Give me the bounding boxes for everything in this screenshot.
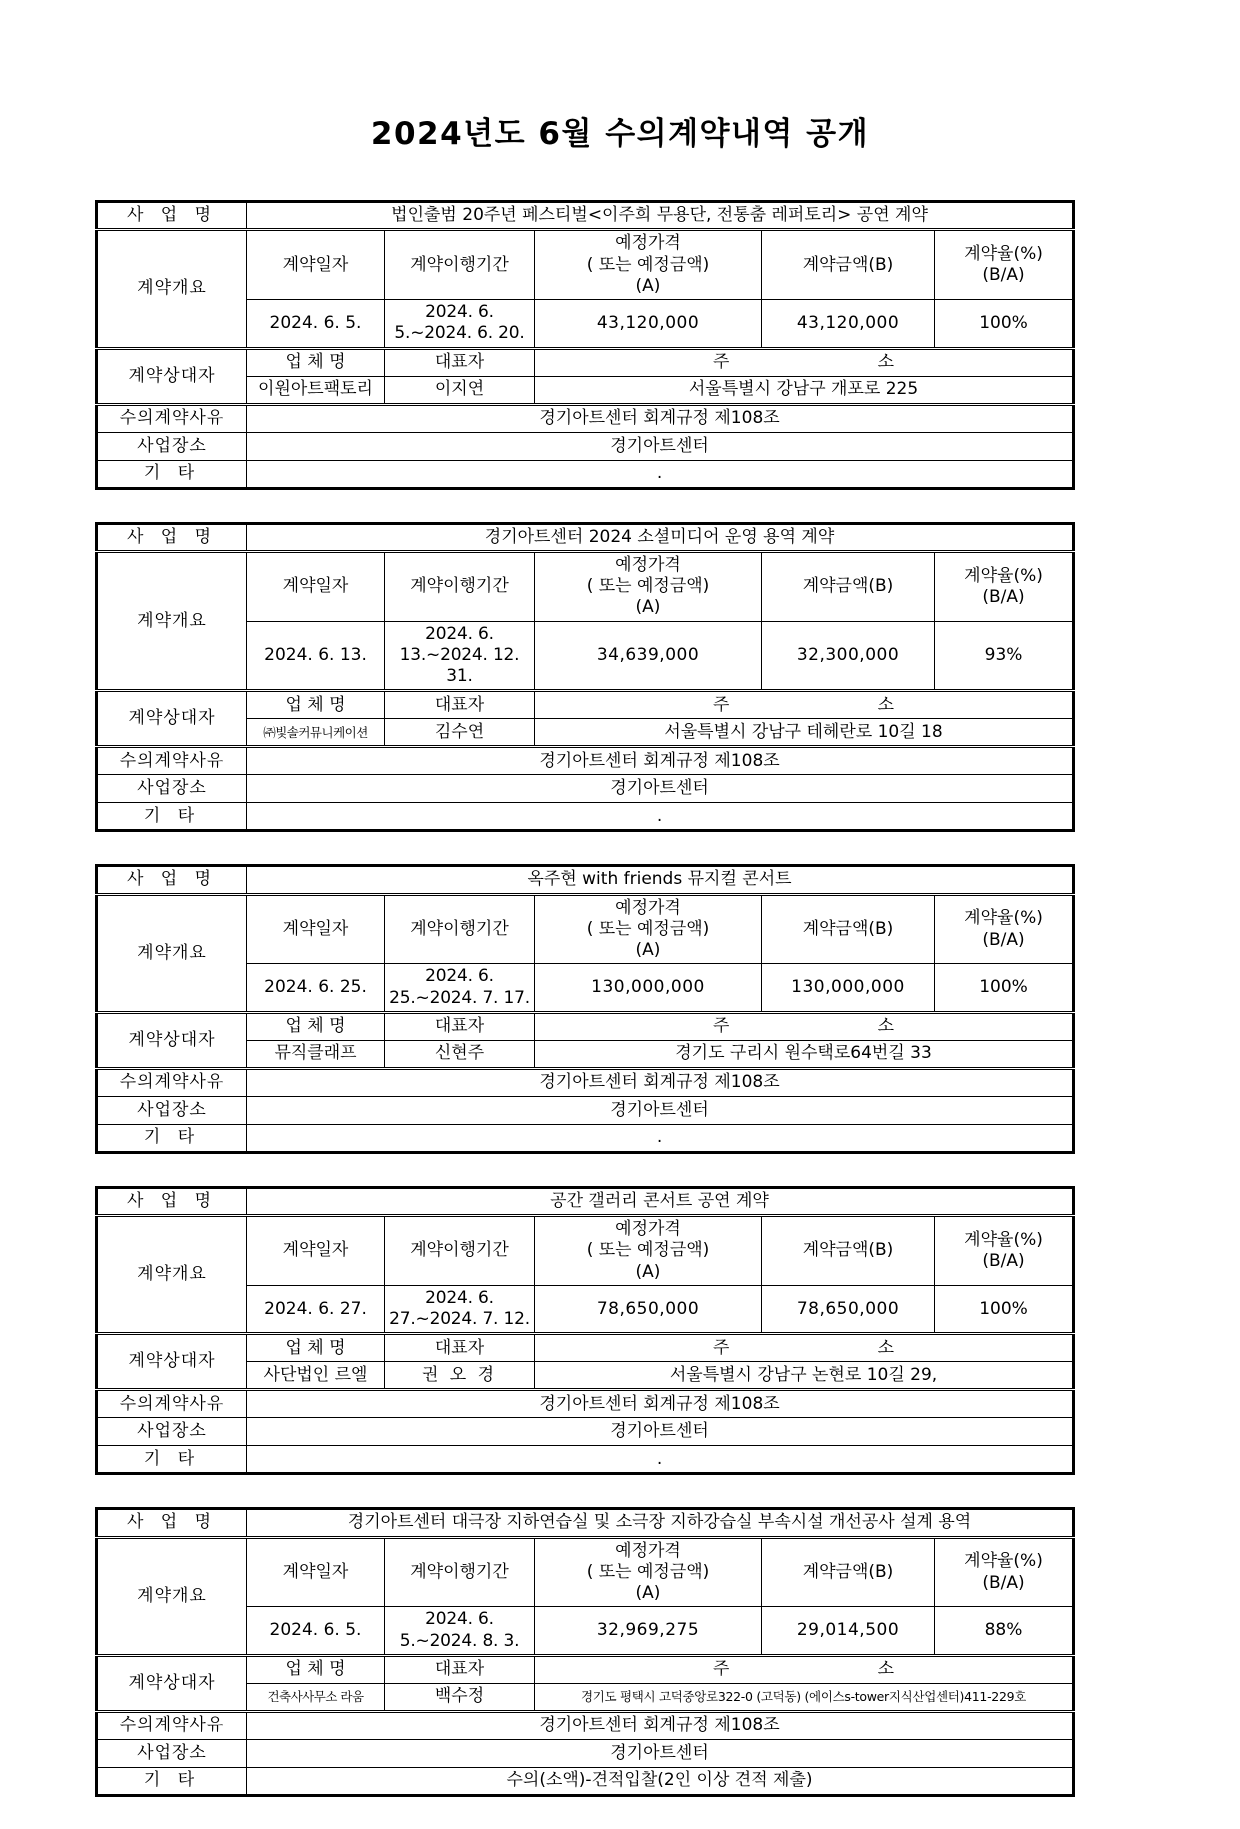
contract-rate-line1: 계약율(%) (964, 244, 1043, 265)
place-value: 경기아트센터 (247, 1096, 1074, 1124)
contract-amount-value: 43,120,000 (762, 300, 935, 349)
row-label-contract-overview: 계약개요 (97, 230, 247, 348)
col-header-address (535, 1334, 1074, 1362)
etc-value: . (247, 1124, 1074, 1152)
col-header-representative: 대표자 (385, 348, 535, 376)
col-header-contract-date: 계약일자 (247, 1216, 385, 1286)
col-header-estimated-price (535, 551, 762, 621)
representative-value: 김수연 (385, 719, 535, 747)
table-row-reason (97, 404, 1074, 432)
col-header-address (535, 348, 1074, 376)
estimated-price-line2: ( 또는 예정금액) (586, 918, 710, 939)
contract-rate-value: 100% (935, 300, 1074, 349)
address-label-ju: 주 (712, 1337, 730, 1358)
table-row-overview-header (97, 894, 1074, 964)
contract-date-value: 2024. 6. 5. (247, 1607, 385, 1656)
contract-rate-line1: 계약율(%) (964, 1551, 1043, 1572)
row-label-contract-overview: 계약개요 (97, 1537, 247, 1655)
reason-value: 경기아트센터 회계규정 제108조 (247, 747, 1074, 775)
table-row-project-name (97, 1509, 1074, 1537)
table-row-reason (97, 747, 1074, 775)
address-label-so: 소 (877, 1337, 895, 1358)
col-header-company-name: 업 체 명 (247, 348, 385, 376)
contract-rate-line1: 계약율(%) (964, 1229, 1043, 1250)
performance-period-value: 2024. 6. 25.~2024. 7. 17. (385, 964, 535, 1013)
address-value: 경기도 평택시 고덕중앙로322-0 (고덕동) (에이스s-tower지식산업센터)411-229호 (535, 1683, 1074, 1711)
address-value: 경기도 구리시 원수택로64번길 33 (535, 1040, 1074, 1068)
contract-amount-value: 29,014,500 (762, 1607, 935, 1656)
col-header-address (535, 1012, 1074, 1040)
address-label-so: 소 (877, 1016, 895, 1037)
table-row-party-header (97, 1012, 1074, 1040)
estimated-price-line3: (A) (635, 1261, 661, 1282)
col-header-performance-period: 계약이행기간 (385, 1537, 535, 1607)
row-label-project-name: 사 업 명 (97, 202, 247, 230)
col-header-representative: 대표자 (385, 1012, 535, 1040)
reason-value: 경기아트센터 회계규정 제108조 (247, 1390, 1074, 1418)
estimated-price-value: 34,639,000 (535, 621, 762, 691)
etc-value: 수의(소액)-견적입찰(2인 이상 견적 제출) (247, 1767, 1074, 1795)
row-label-etc: 기 타 (97, 803, 247, 831)
etc-value: . (247, 1446, 1074, 1474)
row-label-project-name: 사 업 명 (97, 866, 247, 894)
address-label-ju: 주 (712, 1659, 730, 1680)
contract-rate-line1: 계약율(%) (964, 908, 1043, 929)
project-name-value: 경기아트센터 대극장 지하연습실 및 소극장 지하강습실 부속시설 개선공사 설계 용역 (247, 1509, 1074, 1537)
col-header-company-name: 업 체 명 (247, 1334, 385, 1362)
row-label-contract-party: 계약상대자 (97, 348, 247, 404)
place-value: 경기아트센터 (247, 1418, 1074, 1446)
estimated-price-line1: 예정가격 (615, 1219, 681, 1240)
col-header-representative: 대표자 (385, 1334, 535, 1362)
company-name-value: 사단법인 르엘 (247, 1362, 385, 1390)
col-header-company-name: 업 체 명 (247, 1655, 385, 1683)
col-header-performance-period: 계약이행기간 (385, 551, 535, 621)
project-name-value: 법인출범 20주년 페스티벌<이주희 무용단, 전통춤 레퍼토리> 공연 계약 (247, 202, 1074, 230)
row-label-project-name: 사 업 명 (97, 1509, 247, 1537)
reason-value: 경기아트센터 회계규정 제108조 (247, 1068, 1074, 1096)
row-label-contract-party: 계약상대자 (97, 1655, 247, 1711)
estimated-price-line3: (A) (635, 1583, 661, 1604)
contract-date-value: 2024. 6. 27. (247, 1285, 385, 1334)
col-header-contract-date: 계약일자 (247, 894, 385, 964)
contract-rate-value: 93% (935, 621, 1074, 691)
row-label-etc: 기 타 (97, 460, 247, 488)
page-title: 2024년도 6월 수의계약내역 공개 (370, 116, 870, 152)
table-row-party-header (97, 1655, 1074, 1683)
table-row-project-name (97, 1187, 1074, 1215)
row-label-place: 사업장소 (97, 432, 247, 460)
contract-rate-line2: (B/A) (982, 586, 1025, 607)
row-label-place: 사업장소 (97, 775, 247, 803)
contract-amount-value: 130,000,000 (762, 964, 935, 1013)
representative-value: 권 오 경 (385, 1362, 535, 1390)
reason-value: 경기아트센터 회계규정 제108조 (247, 1711, 1074, 1739)
row-label-contract-overview: 계약개요 (97, 551, 247, 691)
col-header-contract-date: 계약일자 (247, 1537, 385, 1607)
row-label-etc: 기 타 (97, 1767, 247, 1795)
table-row-etc (97, 1767, 1074, 1795)
contract-rate-line2: (B/A) (982, 1251, 1025, 1272)
estimated-price-line1: 예정가격 (615, 554, 681, 575)
col-header-contract-amount: 계약금액(B) (762, 230, 935, 300)
row-label-reason: 수의계약사유 (97, 1711, 247, 1739)
col-header-contract-rate (935, 230, 1074, 300)
estimated-price-line1: 예정가격 (615, 1540, 681, 1561)
contract-rate-line2: (B/A) (982, 929, 1025, 950)
performance-period-value: 2024. 6. 27.~2024. 7. 12. (385, 1285, 535, 1334)
estimated-price-value: 130,000,000 (535, 964, 762, 1013)
address-value: 서울특별시 강남구 논현로 10길 29, (535, 1362, 1074, 1390)
row-label-reason: 수의계약사유 (97, 747, 247, 775)
col-header-representative: 대표자 (385, 1655, 535, 1683)
table-row-etc (97, 460, 1074, 488)
col-header-contract-rate (935, 1537, 1074, 1607)
estimated-price-value: 43,120,000 (535, 300, 762, 349)
col-header-address (535, 691, 1074, 719)
table-row-reason (97, 1068, 1074, 1096)
performance-period-value: 2024. 6. 5.~2024. 8. 3. (385, 1607, 535, 1656)
contract-amount-value: 32,300,000 (762, 621, 935, 691)
contract-date-value: 2024. 6. 13. (247, 621, 385, 691)
contract-table (95, 200, 1075, 490)
table-row-etc (97, 1446, 1074, 1474)
row-label-project-name: 사 업 명 (97, 1187, 247, 1215)
row-label-project-name: 사 업 명 (97, 523, 247, 551)
company-name-value: 이원아트팩토리 (247, 376, 385, 404)
contract-rate-value: 88% (935, 1607, 1074, 1656)
project-name-value: 옥주현 with friends 뮤지컬 콘서트 (247, 866, 1074, 894)
address-value: 서울특별시 강남구 테헤란로 10길 18 (535, 719, 1074, 747)
table-row-place (97, 1096, 1074, 1124)
col-header-contract-rate (935, 551, 1074, 621)
place-value: 경기아트센터 (247, 1739, 1074, 1767)
table-row-party-header (97, 1334, 1074, 1362)
company-name-value: 뮤직클래프 (247, 1040, 385, 1068)
col-header-company-name: 업 체 명 (247, 691, 385, 719)
col-header-contract-amount: 계약금액(B) (762, 894, 935, 964)
representative-value: 백수정 (385, 1683, 535, 1711)
contract-rate-line2: (B/A) (982, 1572, 1025, 1593)
col-header-performance-period: 계약이행기간 (385, 894, 535, 964)
table-row-project-name (97, 866, 1074, 894)
contract-table (95, 1507, 1075, 1797)
estimated-price-line2: ( 또는 예정금액) (586, 254, 710, 275)
contract-rate-line1: 계약율(%) (964, 565, 1043, 586)
row-label-place: 사업장소 (97, 1418, 247, 1446)
table-row-etc (97, 803, 1074, 831)
address-label-ju: 주 (712, 694, 730, 715)
col-header-contract-rate (935, 894, 1074, 964)
contract-tables-container (95, 200, 1145, 1797)
project-name-value: 공간 갤러리 콘서트 공연 계약 (247, 1187, 1074, 1215)
address-value: 서울특별시 강남구 개포로 225 (535, 376, 1074, 404)
address-label-ju: 주 (712, 1016, 730, 1037)
address-label-so: 소 (877, 694, 895, 715)
reason-value: 경기아트센터 회계규정 제108조 (247, 404, 1074, 432)
row-label-place: 사업장소 (97, 1096, 247, 1124)
estimated-price-line2: ( 또는 예정금액) (586, 576, 710, 597)
contract-rate-value: 100% (935, 1285, 1074, 1334)
contract-table (95, 522, 1075, 833)
col-header-representative: 대표자 (385, 691, 535, 719)
row-label-reason: 수의계약사유 (97, 1068, 247, 1096)
col-header-estimated-price (535, 894, 762, 964)
table-row-overview-header (97, 1216, 1074, 1286)
representative-value: 이지연 (385, 376, 535, 404)
address-label-so: 소 (877, 1659, 895, 1680)
col-header-contract-date: 계약일자 (247, 230, 385, 300)
row-label-etc: 기 타 (97, 1446, 247, 1474)
estimated-price-line3: (A) (635, 275, 661, 296)
col-header-company-name: 업 체 명 (247, 1012, 385, 1040)
col-header-estimated-price (535, 1216, 762, 1286)
col-header-contract-amount: 계약금액(B) (762, 551, 935, 621)
table-row-overview-header (97, 230, 1074, 300)
estimated-price-value: 78,650,000 (535, 1285, 762, 1334)
table-row-place (97, 1418, 1074, 1446)
row-label-contract-party: 계약상대자 (97, 1334, 247, 1390)
table-row-project-name (97, 523, 1074, 551)
performance-period-value: 2024. 6. 13.~2024. 12. 31. (385, 621, 535, 691)
table-row-place (97, 1739, 1074, 1767)
representative-value: 신현주 (385, 1040, 535, 1068)
row-label-place: 사업장소 (97, 1739, 247, 1767)
table-row-overview-header (97, 551, 1074, 621)
estimated-price-line3: (A) (635, 597, 661, 618)
table-row-place (97, 775, 1074, 803)
company-name-value: ㈜빛솔커뮤니케이션 (247, 719, 385, 747)
col-header-estimated-price (535, 1537, 762, 1607)
place-value: 경기아트센터 (247, 432, 1074, 460)
contract-date-value: 2024. 6. 25. (247, 964, 385, 1013)
col-header-contract-amount: 계약금액(B) (762, 1537, 935, 1607)
row-label-reason: 수의계약사유 (97, 1390, 247, 1418)
col-header-contract-amount: 계약금액(B) (762, 1216, 935, 1286)
table-row-party-header (97, 348, 1074, 376)
table-row-overview-header (97, 1537, 1074, 1607)
project-name-value: 경기아트센터 2024 소셜미디어 운영 용역 계약 (247, 523, 1074, 551)
row-label-contract-overview: 계약개요 (97, 1216, 247, 1334)
col-header-address (535, 1655, 1074, 1683)
address-label-so: 소 (877, 352, 895, 373)
estimated-price-line3: (A) (635, 940, 661, 961)
contract-rate-line2: (B/A) (982, 265, 1025, 286)
table-row-party-header (97, 691, 1074, 719)
table-row-etc (97, 1124, 1074, 1152)
performance-period-value: 2024. 6. 5.~2024. 6. 20. (385, 300, 535, 349)
company-name-value: 건축사사무소 라움 (247, 1683, 385, 1711)
estimated-price-line2: ( 또는 예정금액) (586, 1240, 710, 1261)
place-value: 경기아트센터 (247, 775, 1074, 803)
estimated-price-value: 32,969,275 (535, 1607, 762, 1656)
row-label-contract-party: 계약상대자 (97, 1012, 247, 1068)
col-header-performance-period: 계약이행기간 (385, 1216, 535, 1286)
col-header-performance-period: 계약이행기간 (385, 230, 535, 300)
table-row-place (97, 432, 1074, 460)
estimated-price-line2: ( 또는 예정금액) (586, 1561, 710, 1582)
contract-rate-value: 100% (935, 964, 1074, 1013)
estimated-price-line1: 예정가격 (615, 897, 681, 918)
table-row-project-name (97, 202, 1074, 230)
contract-table (95, 864, 1075, 1154)
etc-value: . (247, 803, 1074, 831)
col-header-estimated-price (535, 230, 762, 300)
table-row-reason (97, 1390, 1074, 1418)
col-header-contract-date: 계약일자 (247, 551, 385, 621)
etc-value: . (247, 460, 1074, 488)
row-label-contract-party: 계약상대자 (97, 691, 247, 747)
col-header-contract-rate (935, 1216, 1074, 1286)
row-label-etc: 기 타 (97, 1124, 247, 1152)
contract-table (95, 1186, 1075, 1476)
contract-amount-value: 78,650,000 (762, 1285, 935, 1334)
row-label-contract-overview: 계약개요 (97, 894, 247, 1012)
address-label-ju: 주 (713, 352, 730, 373)
row-label-reason: 수의계약사유 (97, 404, 247, 432)
estimated-price-line1: 예정가격 (615, 233, 681, 254)
table-row-reason (97, 1711, 1074, 1739)
contract-date-value: 2024. 6. 5. (247, 300, 385, 349)
